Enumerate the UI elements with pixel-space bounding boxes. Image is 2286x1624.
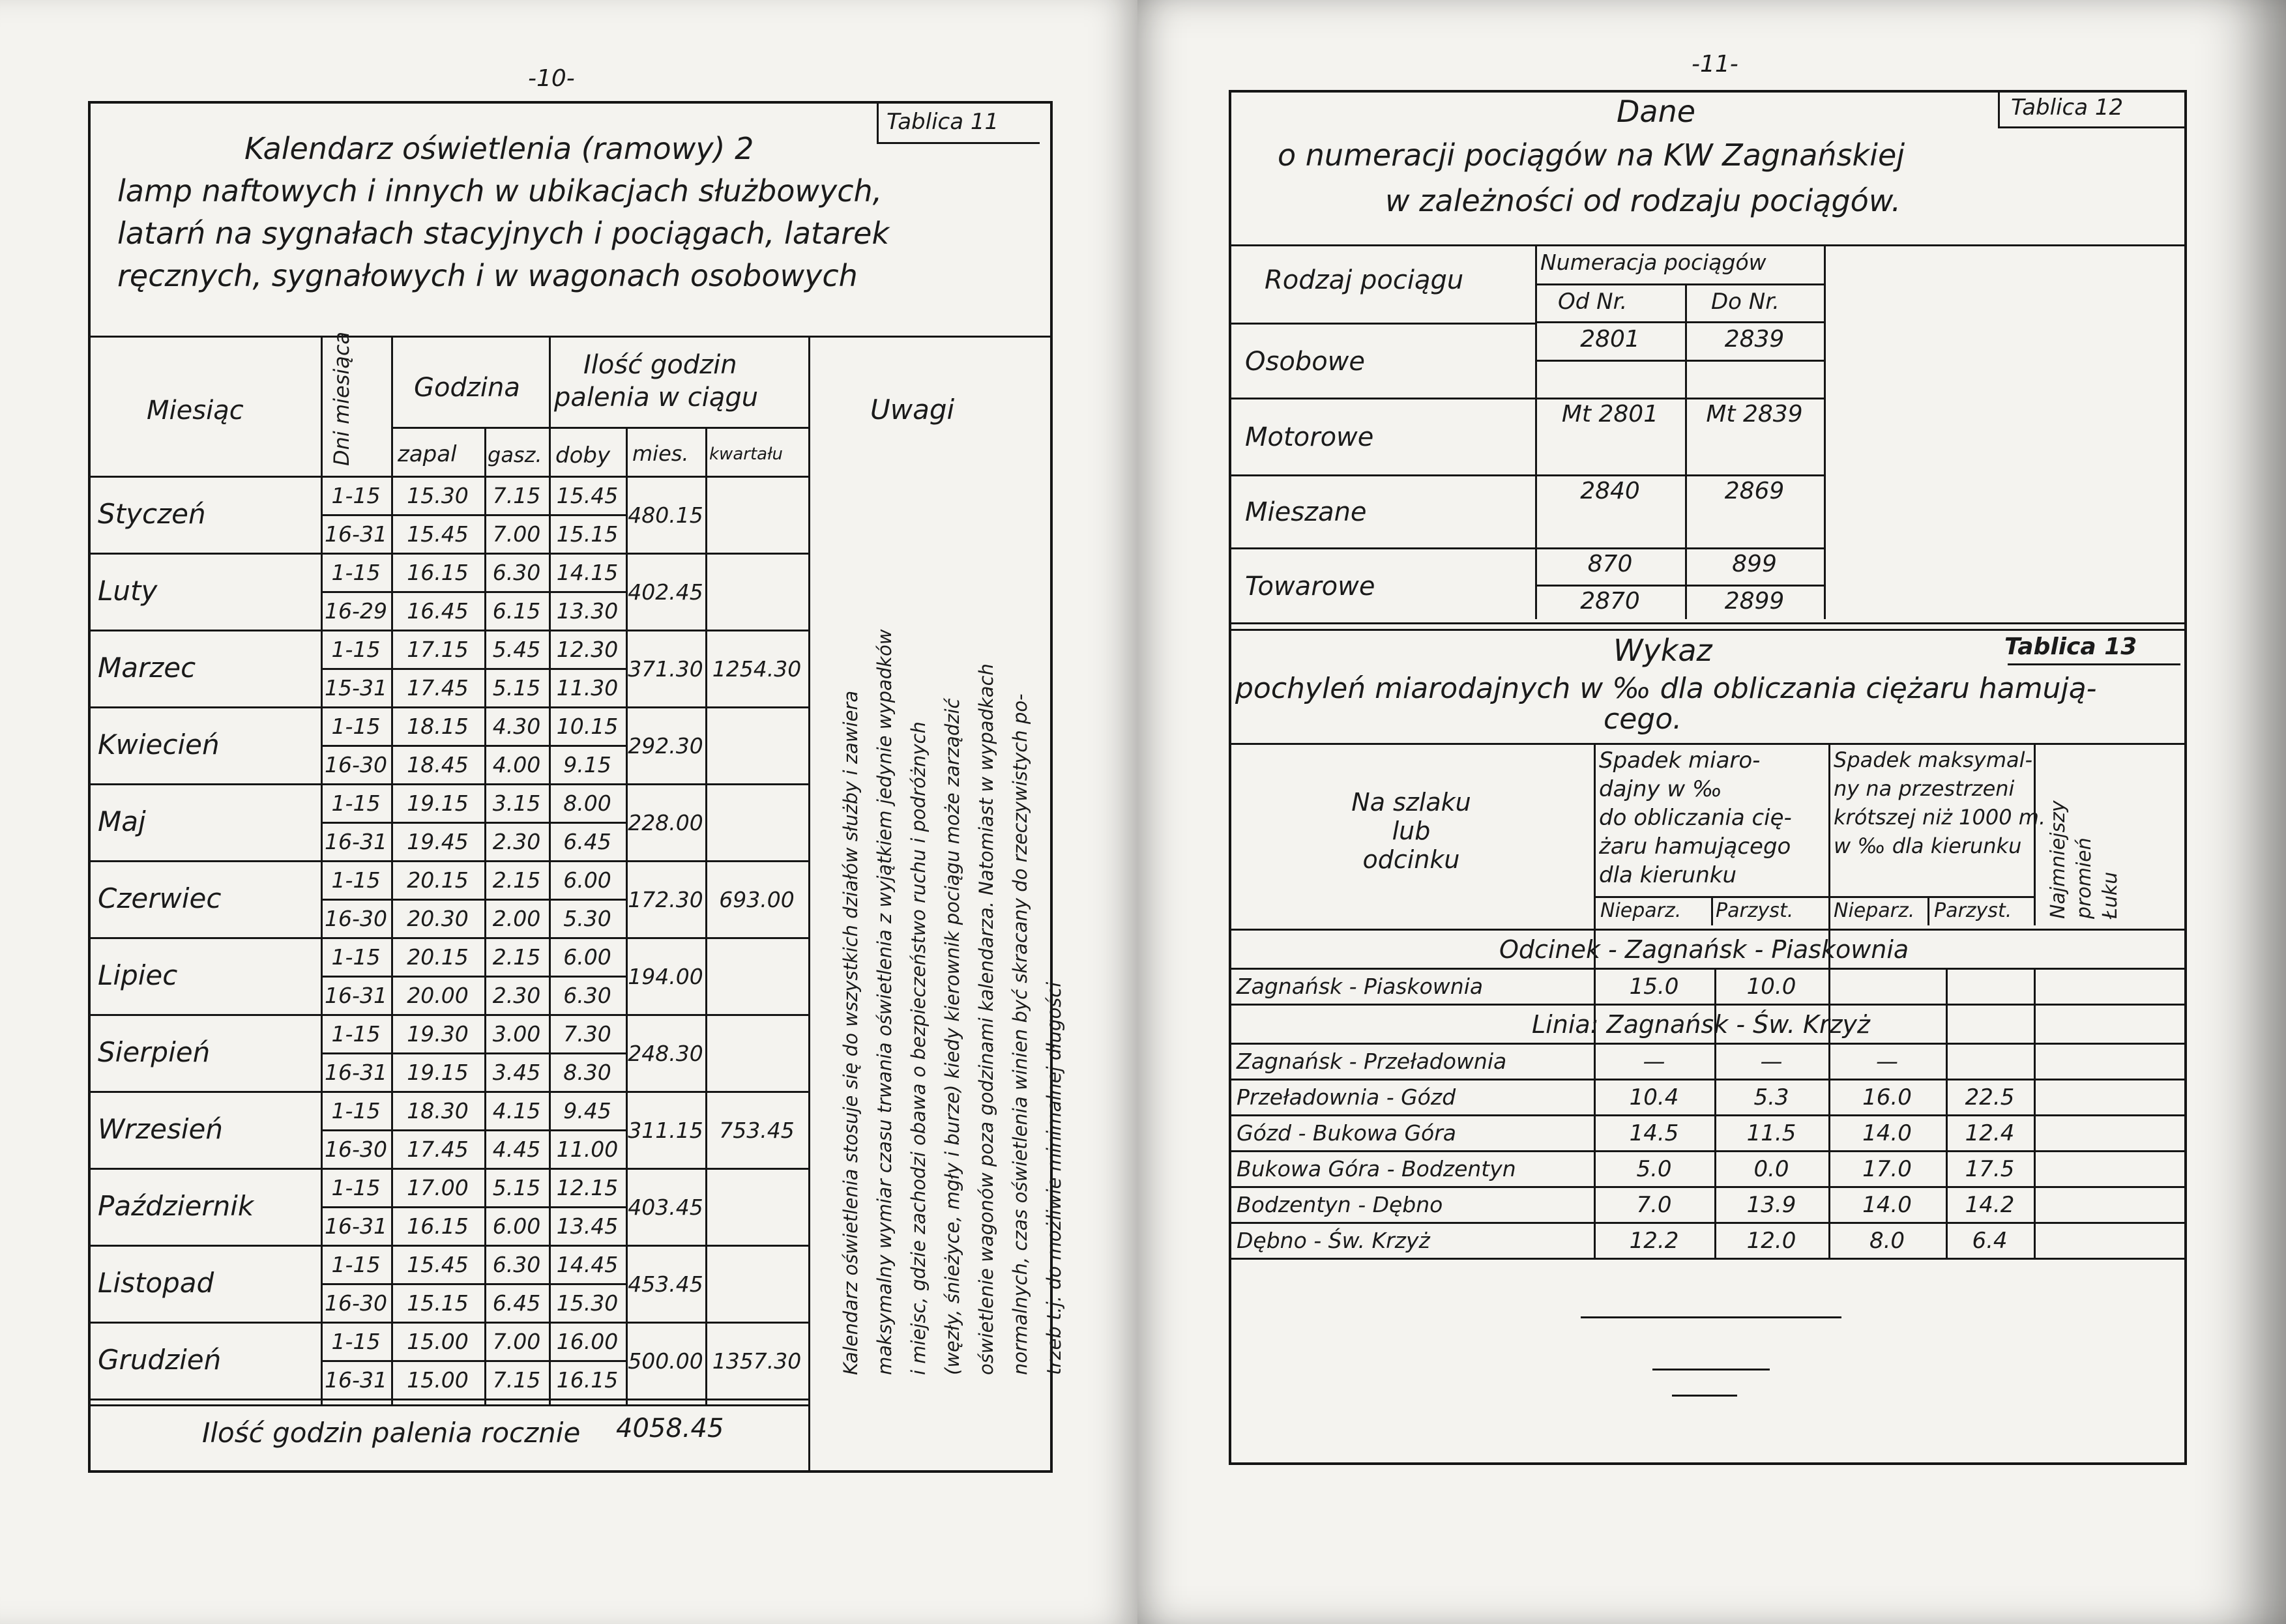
month-divider xyxy=(88,1091,808,1093)
calendar-cell: 7.15 xyxy=(492,1367,541,1393)
calendar-cell: 17.00 xyxy=(407,1175,469,1200)
calendar-cell: 15.15 xyxy=(407,1290,469,1316)
table12-title-1: Dane xyxy=(1617,94,1696,129)
calendar-cell: 14.15 xyxy=(556,560,619,585)
calendar-cell: 2.15 xyxy=(492,867,541,893)
left-page xyxy=(0,0,1137,1624)
calendar-cell: 16-31 xyxy=(325,983,387,1008)
calendar-cell: 20.30 xyxy=(407,906,469,931)
month-total: 402.45 xyxy=(628,579,703,605)
grade-col-header: do obliczania cię- xyxy=(1599,805,1792,831)
month-name: Wrzesień xyxy=(98,1113,223,1145)
table13-label: Tablica 13 xyxy=(2004,633,2137,660)
calendar-cell: 19.45 xyxy=(407,829,469,854)
month-name: Październik xyxy=(98,1190,254,1222)
grade-even: 10.0 xyxy=(1746,974,1796,1000)
grade-odd: 12.2 xyxy=(1629,1228,1679,1254)
page-number: -11- xyxy=(1692,51,1738,78)
half-divider xyxy=(321,899,626,901)
grade-even: 13.9 xyxy=(1746,1192,1796,1218)
calendar-cell: 15-31 xyxy=(325,675,387,701)
calendar-cell: 11.30 xyxy=(556,675,619,701)
calendar-cell: 16-30 xyxy=(325,1137,387,1162)
calendar-cell: 3.45 xyxy=(492,1060,541,1085)
number-from: 2840 xyxy=(1580,478,1640,504)
calendar-cell: 16-31 xyxy=(325,1213,387,1239)
number-to: 2839 xyxy=(1724,326,1785,353)
month-divider xyxy=(88,1399,808,1400)
month-divider xyxy=(88,783,808,785)
calendar-cell: 11.00 xyxy=(556,1137,619,1162)
calendar-cell: 15.00 xyxy=(407,1367,469,1393)
section-name: Zagnańsk - Przeładownia xyxy=(1237,1049,1507,1074)
number-to: Mt 2839 xyxy=(1706,401,1803,428)
calendar-cell: 17.45 xyxy=(407,1137,469,1162)
section-col-header: odcinku xyxy=(1362,845,1460,874)
calendar-cell: 1-15 xyxy=(331,1098,381,1124)
grade-even: 5.3 xyxy=(1753,1084,1789,1110)
grade-odd: 7.0 xyxy=(1636,1192,1672,1218)
calendar-cell: 4.00 xyxy=(492,752,541,777)
calendar-cell: 4.15 xyxy=(492,1098,541,1124)
max-odd: — xyxy=(1876,1049,1898,1075)
month-divider xyxy=(88,1168,808,1170)
grade-col-header: żaru hamującego xyxy=(1599,834,1791,860)
month-divider xyxy=(88,1245,808,1247)
grade-odd: 15.0 xyxy=(1629,974,1679,1000)
number-to: 899 xyxy=(1732,551,1777,577)
max-col-header: krótszej niż 1000 m. xyxy=(1834,805,2046,830)
month-total: 172.30 xyxy=(628,887,703,912)
max-even: 6.4 xyxy=(1972,1228,2008,1254)
month-total: 292.30 xyxy=(628,733,703,759)
remarks-line: oświetlenie wagonów poza godzinami kalendarza. Natomiast w wypadkach xyxy=(975,663,997,1375)
header-light: zapal xyxy=(398,441,457,467)
number-from: 870 xyxy=(1587,551,1633,577)
calendar-cell: 5.45 xyxy=(492,637,541,662)
remarks-line: maksymalny wymiar czasu trwania oświetlenia z wyjątkiem jedynie wypadków xyxy=(873,629,896,1375)
max-odd: 16.0 xyxy=(1862,1084,1912,1110)
calendar-cell: 7.30 xyxy=(563,1021,611,1047)
remarks-line: Kalendarz oświetlenia stosuje się do wszystkich działów służby i zawiera xyxy=(840,690,862,1375)
remarks-line: normalnych, czas oświetlenia winien być skracany do rzeczywistych po- xyxy=(1009,693,1031,1375)
grade-odd: 5.0 xyxy=(1636,1156,1672,1182)
max-odd: 14.0 xyxy=(1862,1192,1912,1218)
month-divider xyxy=(88,1322,808,1324)
calendar-cell: 3.15 xyxy=(492,790,541,816)
half-divider xyxy=(321,514,626,516)
grade-even-header: Parzyst. xyxy=(1716,899,1794,922)
section-col-header: Na szlaku xyxy=(1351,788,1471,817)
header-days: Dni miesiąca xyxy=(329,331,354,466)
calendar-cell: 1-15 xyxy=(331,1021,381,1047)
header-remarks: Uwagi xyxy=(870,394,955,426)
header-extinguish: gasz. xyxy=(488,442,542,467)
table12-header-from: Od Nr. xyxy=(1558,289,1628,315)
calendar-cell: 7.15 xyxy=(492,483,541,508)
max-col-header: w ‰ dla kierunku xyxy=(1834,834,2022,858)
table13-title-2: pochyleń miarodajnych w ‰ dla obliczania ciężaru hamują- xyxy=(1235,672,2097,705)
page-number: -10- xyxy=(528,65,575,92)
max-odd: 14.0 xyxy=(1862,1120,1912,1146)
calendar-cell: 1-15 xyxy=(331,867,381,893)
quarter-total: 693.00 xyxy=(719,887,795,912)
month-divider xyxy=(88,630,808,631)
table12-header-type: Rodzaj pociągu xyxy=(1265,265,1464,295)
right-page xyxy=(1137,0,2286,1624)
calendar-cell: 12.15 xyxy=(556,1175,619,1200)
number-from: 2801 xyxy=(1580,326,1640,353)
calendar-cell: 16.00 xyxy=(556,1329,619,1354)
calendar-cell: 6.00 xyxy=(563,867,611,893)
calendar-cell: 16-29 xyxy=(325,598,387,624)
calendar-cell: 10.15 xyxy=(556,714,619,739)
quarter-total: 753.45 xyxy=(719,1118,795,1143)
month-name: Listopad xyxy=(98,1267,214,1299)
calendar-cell: 16-31 xyxy=(325,521,387,547)
calendar-cell: 18.45 xyxy=(407,752,469,777)
calendar-cell: 15.45 xyxy=(407,521,469,547)
month-total: 371.30 xyxy=(628,656,703,682)
grade-odd: 10.4 xyxy=(1629,1084,1679,1110)
month-name: Grudzień xyxy=(98,1344,222,1376)
max-odd: 8.0 xyxy=(1869,1228,1905,1254)
calendar-cell: 2.15 xyxy=(492,944,541,970)
half-divider xyxy=(321,745,626,747)
month-total: 500.00 xyxy=(628,1348,703,1374)
train-type: Motorowe xyxy=(1245,422,1374,452)
calendar-cell: 20.15 xyxy=(407,867,469,893)
calendar-cell: 6.00 xyxy=(492,1213,541,1239)
calendar-cell: 1-15 xyxy=(331,790,381,816)
calendar-cell: 2.30 xyxy=(492,829,541,854)
calendar-cell: 1-15 xyxy=(331,483,381,508)
table13-section2-header: Linia: Zagnańsk - Św. Krzyż xyxy=(1532,1010,1870,1039)
calendar-cell: 16-30 xyxy=(325,1290,387,1316)
calendar-cell: 4.30 xyxy=(492,714,541,739)
calendar-cell: 16-31 xyxy=(325,1367,387,1393)
month-total: 248.30 xyxy=(628,1041,703,1066)
max-odd-header: Nieparz. xyxy=(1834,899,1915,922)
grade-col-header: Spadek miaro- xyxy=(1599,747,1761,774)
calendar-cell: 19.15 xyxy=(407,790,469,816)
calendar-cell: 2.00 xyxy=(492,906,541,931)
calendar-cell: 6.15 xyxy=(492,598,541,624)
table12-label: Tablica 12 xyxy=(2011,94,2124,121)
radius-col-header: promień xyxy=(2073,837,2096,919)
month-name: Maj xyxy=(98,805,146,837)
calendar-cell: 13.45 xyxy=(556,1213,619,1239)
train-type: Osobowe xyxy=(1245,346,1365,377)
section-name: Gózd - Bukowa Góra xyxy=(1237,1120,1457,1146)
grade-odd: 14.5 xyxy=(1629,1120,1679,1146)
header-hour: Godzina xyxy=(414,373,520,403)
radius-col-header: Łuku xyxy=(2099,871,2122,919)
table13-section1-header: Odcinek - Zagnańsk - Piaskownia xyxy=(1499,935,1909,964)
month-name: Luty xyxy=(98,575,158,607)
table12-header-numbering: Numeracja pociągów xyxy=(1540,250,1766,275)
max-even: 14.2 xyxy=(1965,1192,2015,1218)
max-odd: 17.0 xyxy=(1862,1156,1912,1182)
max-even-header: Parzyst. xyxy=(1934,899,2012,922)
calendar-cell: 16.15 xyxy=(556,1367,619,1393)
month-name: Czerwiec xyxy=(98,882,222,914)
month-total: 228.00 xyxy=(628,810,703,835)
calendar-cell: 1-15 xyxy=(331,714,381,739)
calendar-cell: 1-15 xyxy=(331,637,381,662)
calendar-cell: 1-15 xyxy=(331,1252,381,1277)
calendar-cell: 12.30 xyxy=(556,637,619,662)
calendar-cell: 9.45 xyxy=(563,1098,611,1124)
table12-title-2: o numeracji pociągów na KW Zagnańskiej xyxy=(1278,138,1905,173)
calendar-cell: 16-30 xyxy=(325,752,387,777)
train-type: Towarowe xyxy=(1245,571,1375,602)
calendar-cell: 16.15 xyxy=(407,560,469,585)
calendar-cell: 8.30 xyxy=(563,1060,611,1085)
number-from: 2870 xyxy=(1580,588,1640,615)
grade-odd-header: Nieparz. xyxy=(1600,899,1682,922)
title-line-1: Kalendarz oświetlenia (ramowy) 2 xyxy=(244,131,754,166)
table13-title-1: Wykaz xyxy=(1613,633,1712,668)
calendar-cell: 19.15 xyxy=(407,1060,469,1085)
quarter-total: 1254.30 xyxy=(712,656,802,682)
month-name: Styczeń xyxy=(98,498,206,530)
calendar-cell: 15.30 xyxy=(556,1290,619,1316)
grade-col-header: dla kierunku xyxy=(1599,862,1737,888)
calendar-cell: 6.00 xyxy=(563,944,611,970)
calendar-cell: 6.45 xyxy=(563,829,611,854)
grade-even: 11.5 xyxy=(1746,1120,1796,1146)
header-day: doby xyxy=(555,442,611,469)
table-label: Tablica 11 xyxy=(887,109,999,135)
section-name: Dębno - Św. Krzyż xyxy=(1237,1228,1430,1253)
calendar-cell: 15.30 xyxy=(407,483,469,508)
calendar-cell: 5.30 xyxy=(563,906,611,931)
half-divider xyxy=(321,1052,626,1054)
title-line-3: latarń na sygnałach stacyjnych i pociągach, latarek xyxy=(117,216,890,251)
half-divider xyxy=(321,668,626,670)
calendar-cell: 14.45 xyxy=(556,1252,619,1277)
calendar-cell: 18.15 xyxy=(407,714,469,739)
header-month: Miesiąc xyxy=(147,396,244,426)
calendar-cell: 6.45 xyxy=(492,1290,541,1316)
calendar-cell: 20.00 xyxy=(407,983,469,1008)
calendar-cell: 17.15 xyxy=(407,637,469,662)
month-divider xyxy=(88,860,808,862)
month-name: Kwiecień xyxy=(98,729,220,761)
calendar-cell: 15.45 xyxy=(556,483,619,508)
month-total: 194.00 xyxy=(628,964,703,989)
grade-even: — xyxy=(1760,1049,1783,1075)
half-divider xyxy=(321,591,626,593)
half-divider xyxy=(321,822,626,824)
month-name: Sierpień xyxy=(98,1036,211,1068)
remarks-line: (węzły, śnieżyce, mgły i burze) kiedy kierownik pociągu może zarządzić xyxy=(941,698,963,1375)
remarks-line: i miejsc, gdzie zachodzi obawa o bezpieczeństwo ruchu i podróżnych xyxy=(907,721,930,1375)
calendar-cell: 8.00 xyxy=(563,790,611,816)
number-to: 2869 xyxy=(1724,478,1785,504)
month-divider xyxy=(88,706,808,708)
grade-even: 0.0 xyxy=(1753,1156,1789,1182)
grade-odd: — xyxy=(1643,1049,1665,1075)
remarks-line: trzeb t.j. do możliwie minimalnej długości xyxy=(1043,981,1065,1375)
month-divider xyxy=(88,937,808,939)
calendar-cell: 6.30 xyxy=(492,560,541,585)
month-total: 480.15 xyxy=(628,502,703,528)
half-divider xyxy=(321,1360,626,1362)
calendar-cell: 1-15 xyxy=(331,1175,381,1200)
number-from: Mt 2801 xyxy=(1561,401,1659,428)
section-name: Przeładownia - Gózd xyxy=(1237,1084,1456,1110)
calendar-cell: 7.00 xyxy=(492,521,541,547)
calendar-cell: 16-30 xyxy=(325,906,387,931)
calendar-cell: 1-15 xyxy=(331,1329,381,1354)
calendar-cell: 2.30 xyxy=(492,983,541,1008)
calendar-cell: 15.00 xyxy=(407,1329,469,1354)
calendar-cell: 4.45 xyxy=(492,1137,541,1162)
half-divider xyxy=(321,1283,626,1285)
grade-col-header: dajny w ‰ xyxy=(1599,776,1722,802)
month-name: Lipiec xyxy=(98,959,178,991)
annual-total-label: Ilość godzin palenia rocznie xyxy=(202,1417,581,1449)
header-hours-line2: palenia w ciągu xyxy=(554,383,759,413)
calendar-cell: 19.30 xyxy=(407,1021,469,1047)
radius-col-header: Najmniejszy xyxy=(2047,800,2070,919)
calendar-cell: 9.15 xyxy=(563,752,611,777)
title-line-4: ręcznych, sygnałowych i w wagonach osobowych xyxy=(117,258,858,293)
table12-title-3: w zależności od rodzaju pociągów. xyxy=(1385,183,1901,218)
month-divider xyxy=(88,1014,808,1016)
calendar-cell: 16-31 xyxy=(325,829,387,854)
calendar-cell: 3.00 xyxy=(492,1021,541,1047)
calendar-cell: 7.00 xyxy=(492,1329,541,1354)
max-even: 17.5 xyxy=(1965,1156,2015,1182)
calendar-cell: 17.45 xyxy=(407,675,469,701)
calendar-cell: 13.30 xyxy=(556,598,619,624)
max-even: 12.4 xyxy=(1965,1120,2015,1146)
calendar-cell: 20.15 xyxy=(407,944,469,970)
calendar-cell: 16.45 xyxy=(407,598,469,624)
max-col-header: ny na przestrzeni xyxy=(1834,776,2015,801)
section-name: Zagnańsk - Piaskownia xyxy=(1237,974,1484,999)
grade-even: 12.0 xyxy=(1746,1228,1796,1254)
calendar-cell: 1-15 xyxy=(331,560,381,585)
month-divider xyxy=(88,553,808,555)
table12-header-to: Do Nr. xyxy=(1711,289,1780,315)
header-hours-line1: Ilość godzin xyxy=(583,350,737,380)
calendar-cell: 15.45 xyxy=(407,1252,469,1277)
calendar-cell: 18.30 xyxy=(407,1098,469,1124)
section-col-header: lub xyxy=(1392,817,1431,845)
section-name: Bukowa Góra - Bodzentyn xyxy=(1237,1156,1516,1182)
train-type: Mieszane xyxy=(1245,497,1367,527)
month-total: 403.45 xyxy=(628,1195,703,1220)
half-divider xyxy=(321,1206,626,1208)
calendar-cell: 16.15 xyxy=(407,1213,469,1239)
header-quarter: kwartału xyxy=(709,444,784,464)
calendar-cell: 1-15 xyxy=(331,944,381,970)
title-line-2: lamp naftowych i innych w ubikacjach służbowych, xyxy=(117,173,883,209)
section-name: Bodzentyn - Dębno xyxy=(1237,1192,1443,1217)
month-total: 453.45 xyxy=(628,1271,703,1297)
number-to: 2899 xyxy=(1724,588,1785,615)
half-divider xyxy=(321,976,626,978)
table13-title-3: cego. xyxy=(1604,703,1682,736)
calendar-cell: 5.15 xyxy=(492,1175,541,1200)
calendar-cell: 16-31 xyxy=(325,1060,387,1085)
calendar-cell: 6.30 xyxy=(563,983,611,1008)
annual-total-value: 4058.45 xyxy=(616,1414,724,1443)
header-month-hours: mies. xyxy=(632,441,689,466)
max-even: 22.5 xyxy=(1965,1084,2015,1110)
max-col-header: Spadek maksymal- xyxy=(1834,747,2033,772)
calendar-cell: 6.30 xyxy=(492,1252,541,1277)
month-name: Marzec xyxy=(98,652,196,684)
calendar-cell: 15.15 xyxy=(556,521,619,547)
quarter-total: 1357.30 xyxy=(712,1348,802,1374)
half-divider xyxy=(321,1129,626,1131)
calendar-cell: 5.15 xyxy=(492,675,541,701)
month-total: 311.15 xyxy=(628,1118,703,1143)
